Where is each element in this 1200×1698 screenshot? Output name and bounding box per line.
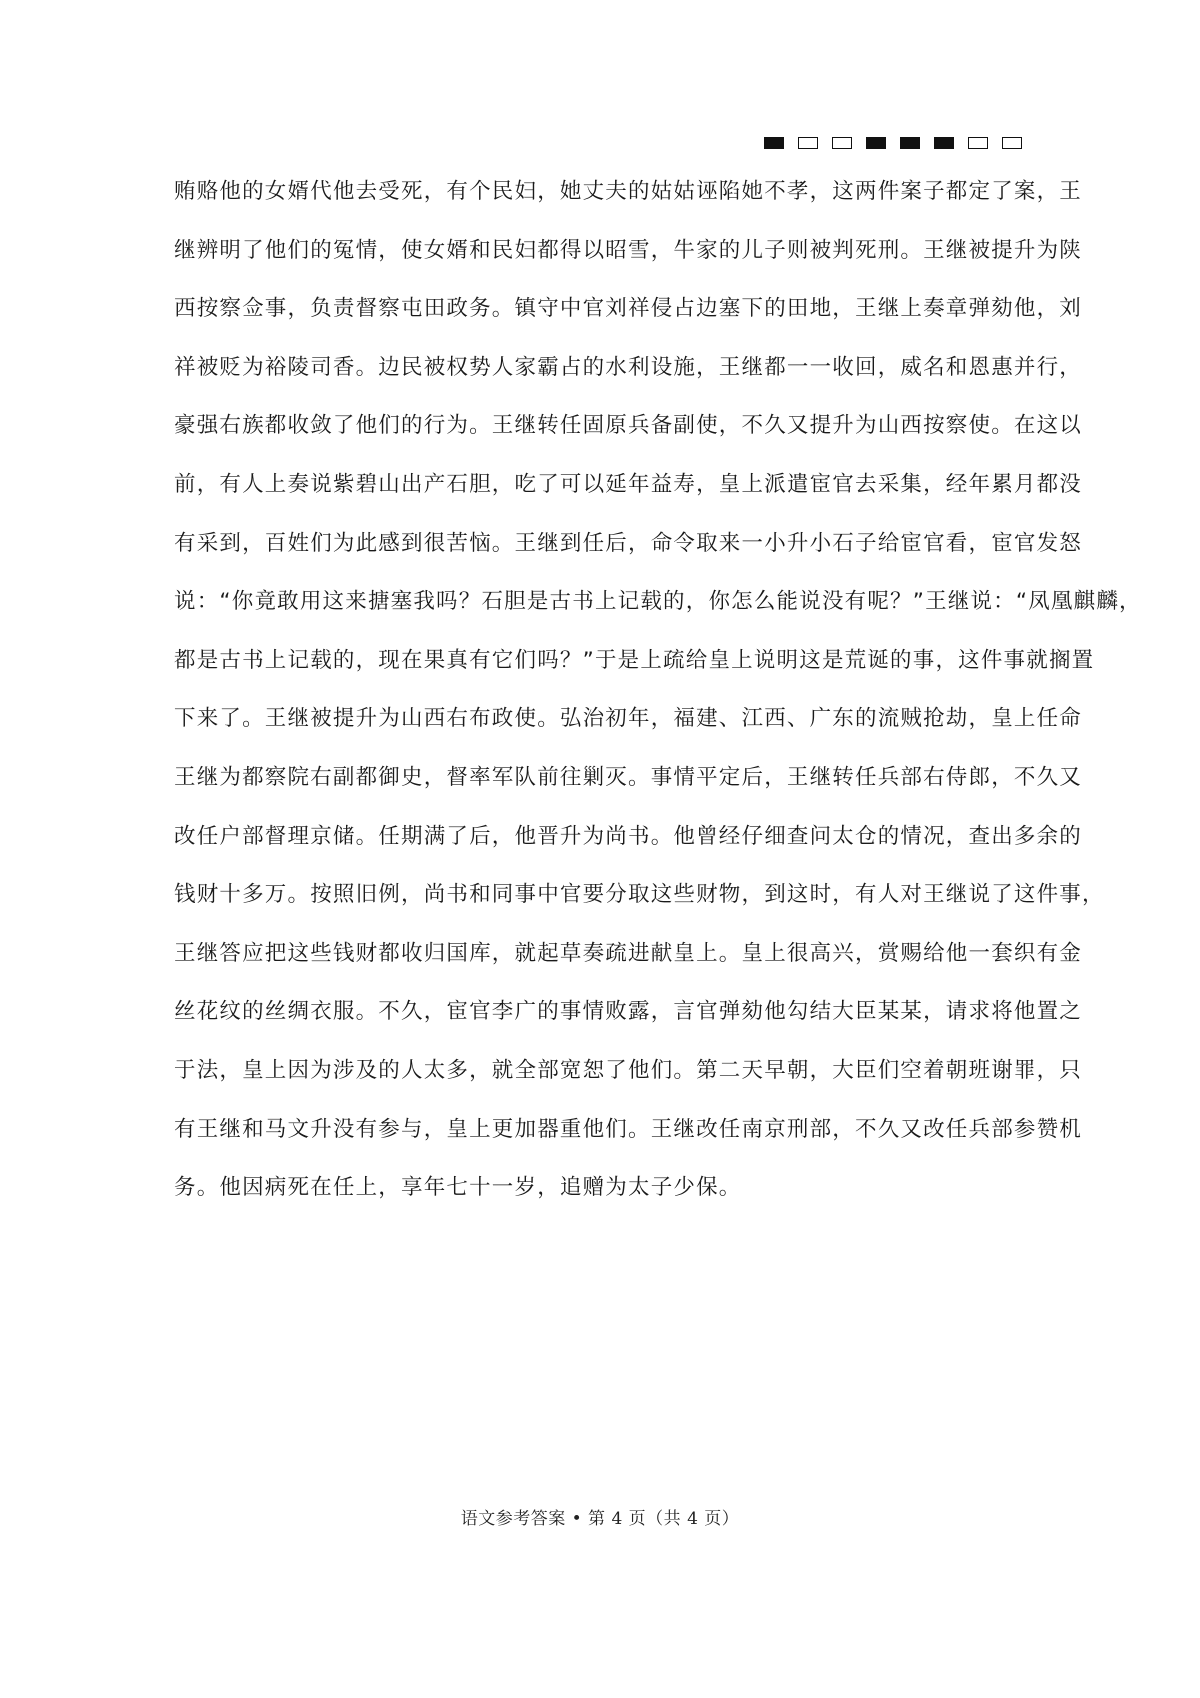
page-footer: 语文参考答案 • 第 4 页（共 4 页） <box>460 1509 740 1529</box>
text-line: 继辨明了他们的冤情，使女婿和民妇都得以昭雪，牛家的儿子则被判死刑。王继被提升为陕 <box>174 237 1083 263</box>
text-line: 务。他因病死在任上，享年七十一岁，追赠为太子少保。 <box>174 1175 742 1201</box>
text-line: 贿赂他的女婿代他去受死，有个民妇，她丈夫的姑姑诬陷她不孝，这两件案子都定了案，王 <box>174 179 1083 204</box>
marker-block <box>764 137 784 149</box>
translation-text <box>174 166 1142 1221</box>
text-line: 有王继和马文升没有参与，皇上更加器重他们。王继改任南京刑部，不久又改任兵部参赞机 <box>174 1116 1083 1142</box>
text-line: 前，有人上奏说紫碧山出产石胆，吃了可以延年益寿，皇上派遣宦官去采集，经年累月都没 <box>174 471 1083 497</box>
marker-block <box>968 137 988 149</box>
marker-block <box>832 137 852 149</box>
text-line: 钱财十多万。按照旧例，尚书和同事中官要分取这些财物，到这时，有人对王继说了这件事， <box>174 882 1105 908</box>
text-line: 于法，皇上因为涉及的人太多，就全部宽恕了他们。第二天早朝，大臣们空着朝班谢罪，只 <box>174 1057 1083 1083</box>
text-line: 下来了。王继被提升为山西右布政使。弘治初年，福建、江西、广东的流贼抢劫，皇上任命 <box>174 706 1083 732</box>
text-line: 有采到，百姓们为此感到很苦恼。王继到任后，命令取来一小升小石子给宦官看，宦官发怒 <box>174 530 1083 556</box>
text-line: 西按察佥事，负责督察屯田政务。镇守中官刘祥侵占边塞下的田地，王继上奏章弹劾他，刘 <box>174 296 1083 322</box>
text-line: 都是古书上记载的，现在果真有它们吗？”于是上疏给皇上说明这是荒诞的事，这件事就搁置 <box>174 647 1095 673</box>
marker-block <box>934 137 954 149</box>
text-line: 改任户部督理京储。任期满了后，他晋升为尚书。他曾经仔细查问太仓的情况，查出多余的 <box>174 823 1083 849</box>
text-line: 丝花纹的丝绸衣服。不久，宦官李广的事情败露，言官弹劾他勾结大臣某某，请求将他置之 <box>174 999 1083 1025</box>
marker-block <box>866 137 886 149</box>
text-line: 说：“你竟敢用这来搪塞我吗？石胆是古书上记载的，你怎么能说没有呢？”王继说：“凤凰麒麟， <box>174 589 1142 615</box>
text-line: 豪强右族都收敛了他们的行为。王继转任固原兵备副使，不久又提升为山西按察使。在这以 <box>174 413 1083 439</box>
marker-block <box>1002 137 1022 149</box>
marker-block <box>798 137 818 149</box>
marker-block <box>900 137 920 149</box>
text-line: 祥被贬为裕陵司香。边民被权势人家霸占的水利设施，王继都一一收回，威名和恩惠并行， <box>174 354 1083 380</box>
text-line: 王继答应把这些钱财都收归国库，就起草奏疏进献皇上。皇上很高兴，赏赐给他一套织有金 <box>174 940 1083 966</box>
text-line: 王继为都察院右副都御史，督率军队前往剿灭。事情平定后，王继转任兵部右侍郎，不久又 <box>174 764 1083 790</box>
page-marker-bar <box>764 137 1022 151</box>
